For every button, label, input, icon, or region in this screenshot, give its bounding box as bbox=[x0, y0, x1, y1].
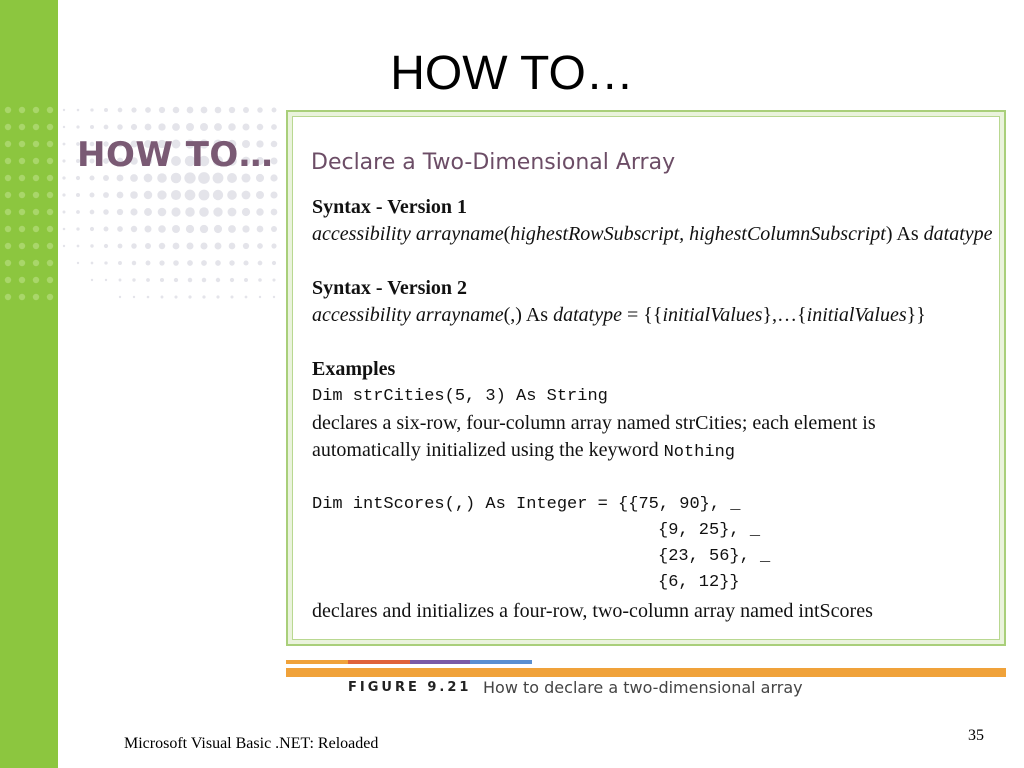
figure-side-label: HOW TO… bbox=[77, 135, 274, 175]
nothing-keyword: Nothing bbox=[663, 443, 735, 462]
page-number: 35 bbox=[968, 727, 984, 744]
syntax2-part-8: }} bbox=[906, 304, 926, 326]
syntax2-part-3: datatype bbox=[553, 304, 622, 326]
footer-course-title: Microsoft Visual Basic .NET: Reloaded bbox=[124, 735, 379, 752]
figure-panel-inner bbox=[292, 116, 1000, 640]
syntax1-part-1: accessibility arrayname bbox=[312, 223, 504, 245]
syntax2-part-2: (,) As bbox=[503, 304, 554, 326]
syntax2-part-4: = {{ bbox=[621, 304, 663, 326]
stripe-segment-blue bbox=[470, 660, 532, 664]
syntax1-part-4: ) As bbox=[885, 223, 924, 245]
syntax1-heading: Syntax - Version 1 bbox=[312, 196, 468, 218]
example1-desc-line1: declares a six-row, four-column array named strCities; each element is bbox=[312, 412, 876, 434]
syntax1-part-5: datatype bbox=[923, 223, 993, 245]
example2-code-line-4: {6, 12}} bbox=[658, 573, 740, 592]
example2-code-line-2: {9, 25}, _ bbox=[658, 521, 761, 540]
syntax1-part-3: highestRowSubscript, highestColumnSubscript bbox=[510, 223, 886, 245]
examples-heading: Examples bbox=[312, 358, 396, 380]
syntax2-heading: Syntax - Version 2 bbox=[312, 277, 468, 299]
figure-heading: Declare a Two-Dimensional Array bbox=[311, 150, 676, 175]
example2-desc: declares and initializes a four-row, two-column array named intScores bbox=[312, 600, 873, 622]
syntax2-part-1: accessibility arrayname bbox=[312, 304, 504, 326]
syntax2-part-5: initialValues bbox=[662, 304, 763, 326]
example2-code-line-1: Dim intScores(,) As Integer = {{75, 90}, _ bbox=[312, 495, 741, 514]
syntax2-line bbox=[312, 304, 926, 327]
stripe-segment-red bbox=[348, 660, 410, 664]
syntax1-line bbox=[312, 223, 993, 246]
figure-number: FIGURE 9.21 bbox=[348, 680, 472, 695]
example2-code-line-3: {23, 56}, _ bbox=[658, 547, 771, 566]
stripe-main-orange bbox=[286, 668, 1006, 677]
stripe-segment-purple bbox=[410, 660, 470, 664]
example1-desc-line2 bbox=[312, 439, 735, 462]
syntax2-part-6: },…{ bbox=[762, 304, 807, 326]
stripe-segment-orange bbox=[286, 660, 348, 664]
example1-code: Dim strCities(5, 3) As String bbox=[312, 387, 608, 406]
example1-desc-text: automatically initialized using the keyword bbox=[312, 439, 664, 461]
figure-caption: How to declare a two-dimensional array bbox=[483, 678, 803, 697]
syntax1-part-2: ( bbox=[503, 223, 511, 245]
slide-title: HOW TO… bbox=[390, 47, 634, 100]
syntax2-part-7: initialValues bbox=[806, 304, 907, 326]
